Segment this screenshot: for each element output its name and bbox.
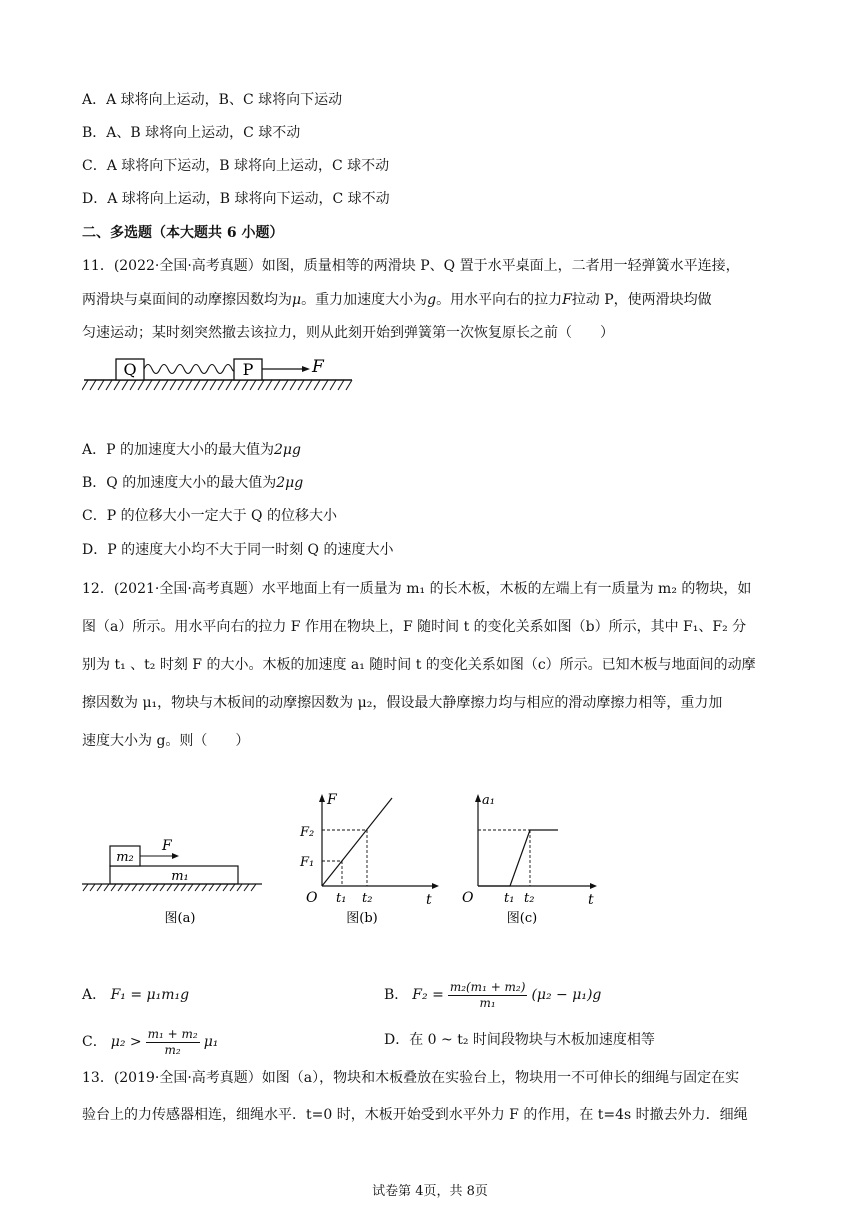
tick-t1-c: t₁	[504, 891, 515, 906]
q12-option-c-numerator: m₁ + m₂	[147, 1026, 198, 1041]
tick-t2-c: t₂	[524, 891, 535, 906]
f-symbol: F	[562, 292, 572, 308]
q12-option-b-label: B．	[384, 987, 409, 1003]
a-t-line	[478, 830, 558, 886]
origin-b: O	[306, 890, 318, 906]
q11-text: 两滑块与桌面间的动摩擦因数均为	[82, 292, 292, 308]
q12-stem-line2: 图（a）所示。用水平向右的拉力 F 作用在物块上，F 随时间 t 的变化关系如图（b）所示，其中 F₁、F₂ 分	[82, 619, 747, 635]
q12-option-c-lhs: μ₂ >	[110, 1034, 142, 1050]
q12-option-b-fraction	[448, 980, 528, 1011]
q11-option-c: C．P 的位移大小一定大于 Q 的位移大小	[82, 508, 337, 524]
q11-option-d: D．P 的速度大小均不大于同一时刻 Q 的速度大小	[82, 542, 394, 558]
origin-c: O	[462, 890, 474, 906]
q11-option-a-value: 2μg	[273, 442, 301, 458]
q13-stem-line2: 验台上的力传感器相连，细绳水平．t=0 时，木板开始受到水平外力 F 的作用，在 t=4s 时撤去外力．细绳	[82, 1107, 748, 1123]
q12-option-a	[82, 985, 189, 1005]
q10-option-d: D．A 球将向上运动，B 球将向下运动，C 球不动	[82, 191, 390, 207]
q12-figure-b	[292, 790, 442, 930]
caption-b: 图(b)	[346, 911, 378, 926]
section-title: 二、多选题（本大题共 6 小题）	[82, 225, 284, 241]
q12-option-b-denominator: m₁	[479, 995, 496, 1010]
block-m2-label: m₂	[116, 850, 134, 865]
q12-option-d: D．在 0 ~ t₂ 时间段物块与木板加速度相等	[384, 1032, 655, 1048]
q12-option-a-formula: F₁ = μ₁m₁g	[110, 987, 190, 1003]
tick-t2-b: t₂	[362, 891, 373, 906]
axis-y-label-c: a₁	[482, 793, 495, 808]
tick-t1-b: t₁	[336, 891, 347, 906]
mu-symbol: μ	[292, 292, 302, 308]
g-symbol: g	[427, 292, 437, 308]
spring	[144, 365, 234, 374]
q10-option-b: B．A、B 球将向上运动，C 球不动	[82, 125, 301, 141]
q12-option-c-fraction	[146, 1027, 200, 1058]
f-t-line	[322, 798, 392, 886]
q11-figure	[82, 354, 362, 394]
q12-option-a-label: A．	[82, 987, 107, 1003]
q10-option-c: C．A 球将向下运动，B 球将向上运动，C 球不动	[82, 158, 390, 174]
q11-option-b-value: 2μg	[276, 475, 304, 491]
force-label: F	[312, 357, 324, 377]
q12-stem-line3: 别为 t₁ 、t₂ 时刻 F 的大小。木板的加速度 a₁ 随时间 t 的变化关系如图（c）所示。已知木板与地面间的动摩	[82, 657, 756, 673]
q11-stem-line1: 11．(2022·全国·高考真题）如图，质量相等的两滑块 P、Q 置于水平桌面上，二者用一轻弹簧水平连接，	[82, 258, 740, 274]
q12-option-b-rhs: (μ₂ − μ₁)g	[531, 987, 602, 1003]
q10-option-a: A．A 球将向上运动，B、C 球将向下运动	[82, 92, 343, 108]
q11-option-a	[82, 440, 301, 460]
q12-stem-line1: 12．(2021·全国·高考真题）水平地面上有一质量为 m₁ 的长木板，木板的左端上有一质量为 m₂ 的物块，如	[82, 581, 752, 597]
q12-option-b	[384, 970, 601, 1020]
axis-x-label-b: t	[426, 892, 432, 908]
board-m1-label: m₁	[171, 869, 189, 884]
axis-x-label-c: t	[588, 892, 594, 908]
block-q-label: Q	[123, 360, 137, 379]
q11-option-b	[82, 473, 303, 493]
q12-figure-c	[458, 790, 608, 930]
block-p-label: P	[242, 360, 254, 379]
tick-f2: F₂	[300, 825, 315, 840]
q12-option-c	[82, 1022, 218, 1062]
q11-text: 拉动 P，使两滑块均做	[571, 292, 712, 308]
q11-stem-line3: 匀速运动；某时刻突然撤去该拉力，则从此刻开始到弹簧第一次恢复原长之前（ ）	[82, 325, 614, 341]
axis-y-label-b: F	[327, 792, 337, 808]
q12-figure-a	[82, 830, 262, 930]
caption-a: 图(a)	[164, 911, 196, 926]
q11-text: 。用水平向右的拉力	[436, 292, 563, 308]
q11-stem-line2	[82, 290, 712, 310]
q12-option-c-label: C．	[82, 1034, 107, 1050]
q11-option-b-text: B．Q 的加速度大小的最大值为	[82, 475, 277, 491]
q12-option-b-lhs: F₂ =	[412, 987, 444, 1003]
q11-option-a-text: A．P 的加速度大小的最大值为	[82, 442, 274, 458]
q12-option-c-denominator: m₂	[164, 1042, 181, 1057]
q11-text: 。重力加速度大小为	[301, 292, 428, 308]
q12-stem-line5: 速度大小为 g。则（ ）	[82, 733, 250, 749]
force-label-a: F	[162, 838, 172, 854]
q12-option-c-rhs: μ₁	[203, 1034, 219, 1050]
tick-f1: F₁	[300, 855, 315, 870]
caption-c: 图(c)	[506, 911, 538, 926]
page-footer: 试卷第 4页，共 8页	[372, 1184, 488, 1199]
q12-stem-line4: 擦因数为 μ₁，物块与木板间的动摩擦因数为 μ₂，假设最大静摩擦力均与相应的滑动摩擦力相等，重力加	[82, 695, 723, 711]
q13-stem-line1: 13．(2019·全国·高考真题）如图（a），物块和木板叠放在实验台上，物块用一不可伸长的细绳与固定在实	[82, 1070, 740, 1086]
q12-option-b-numerator: m₂(m₁ + m₂)	[449, 979, 526, 994]
